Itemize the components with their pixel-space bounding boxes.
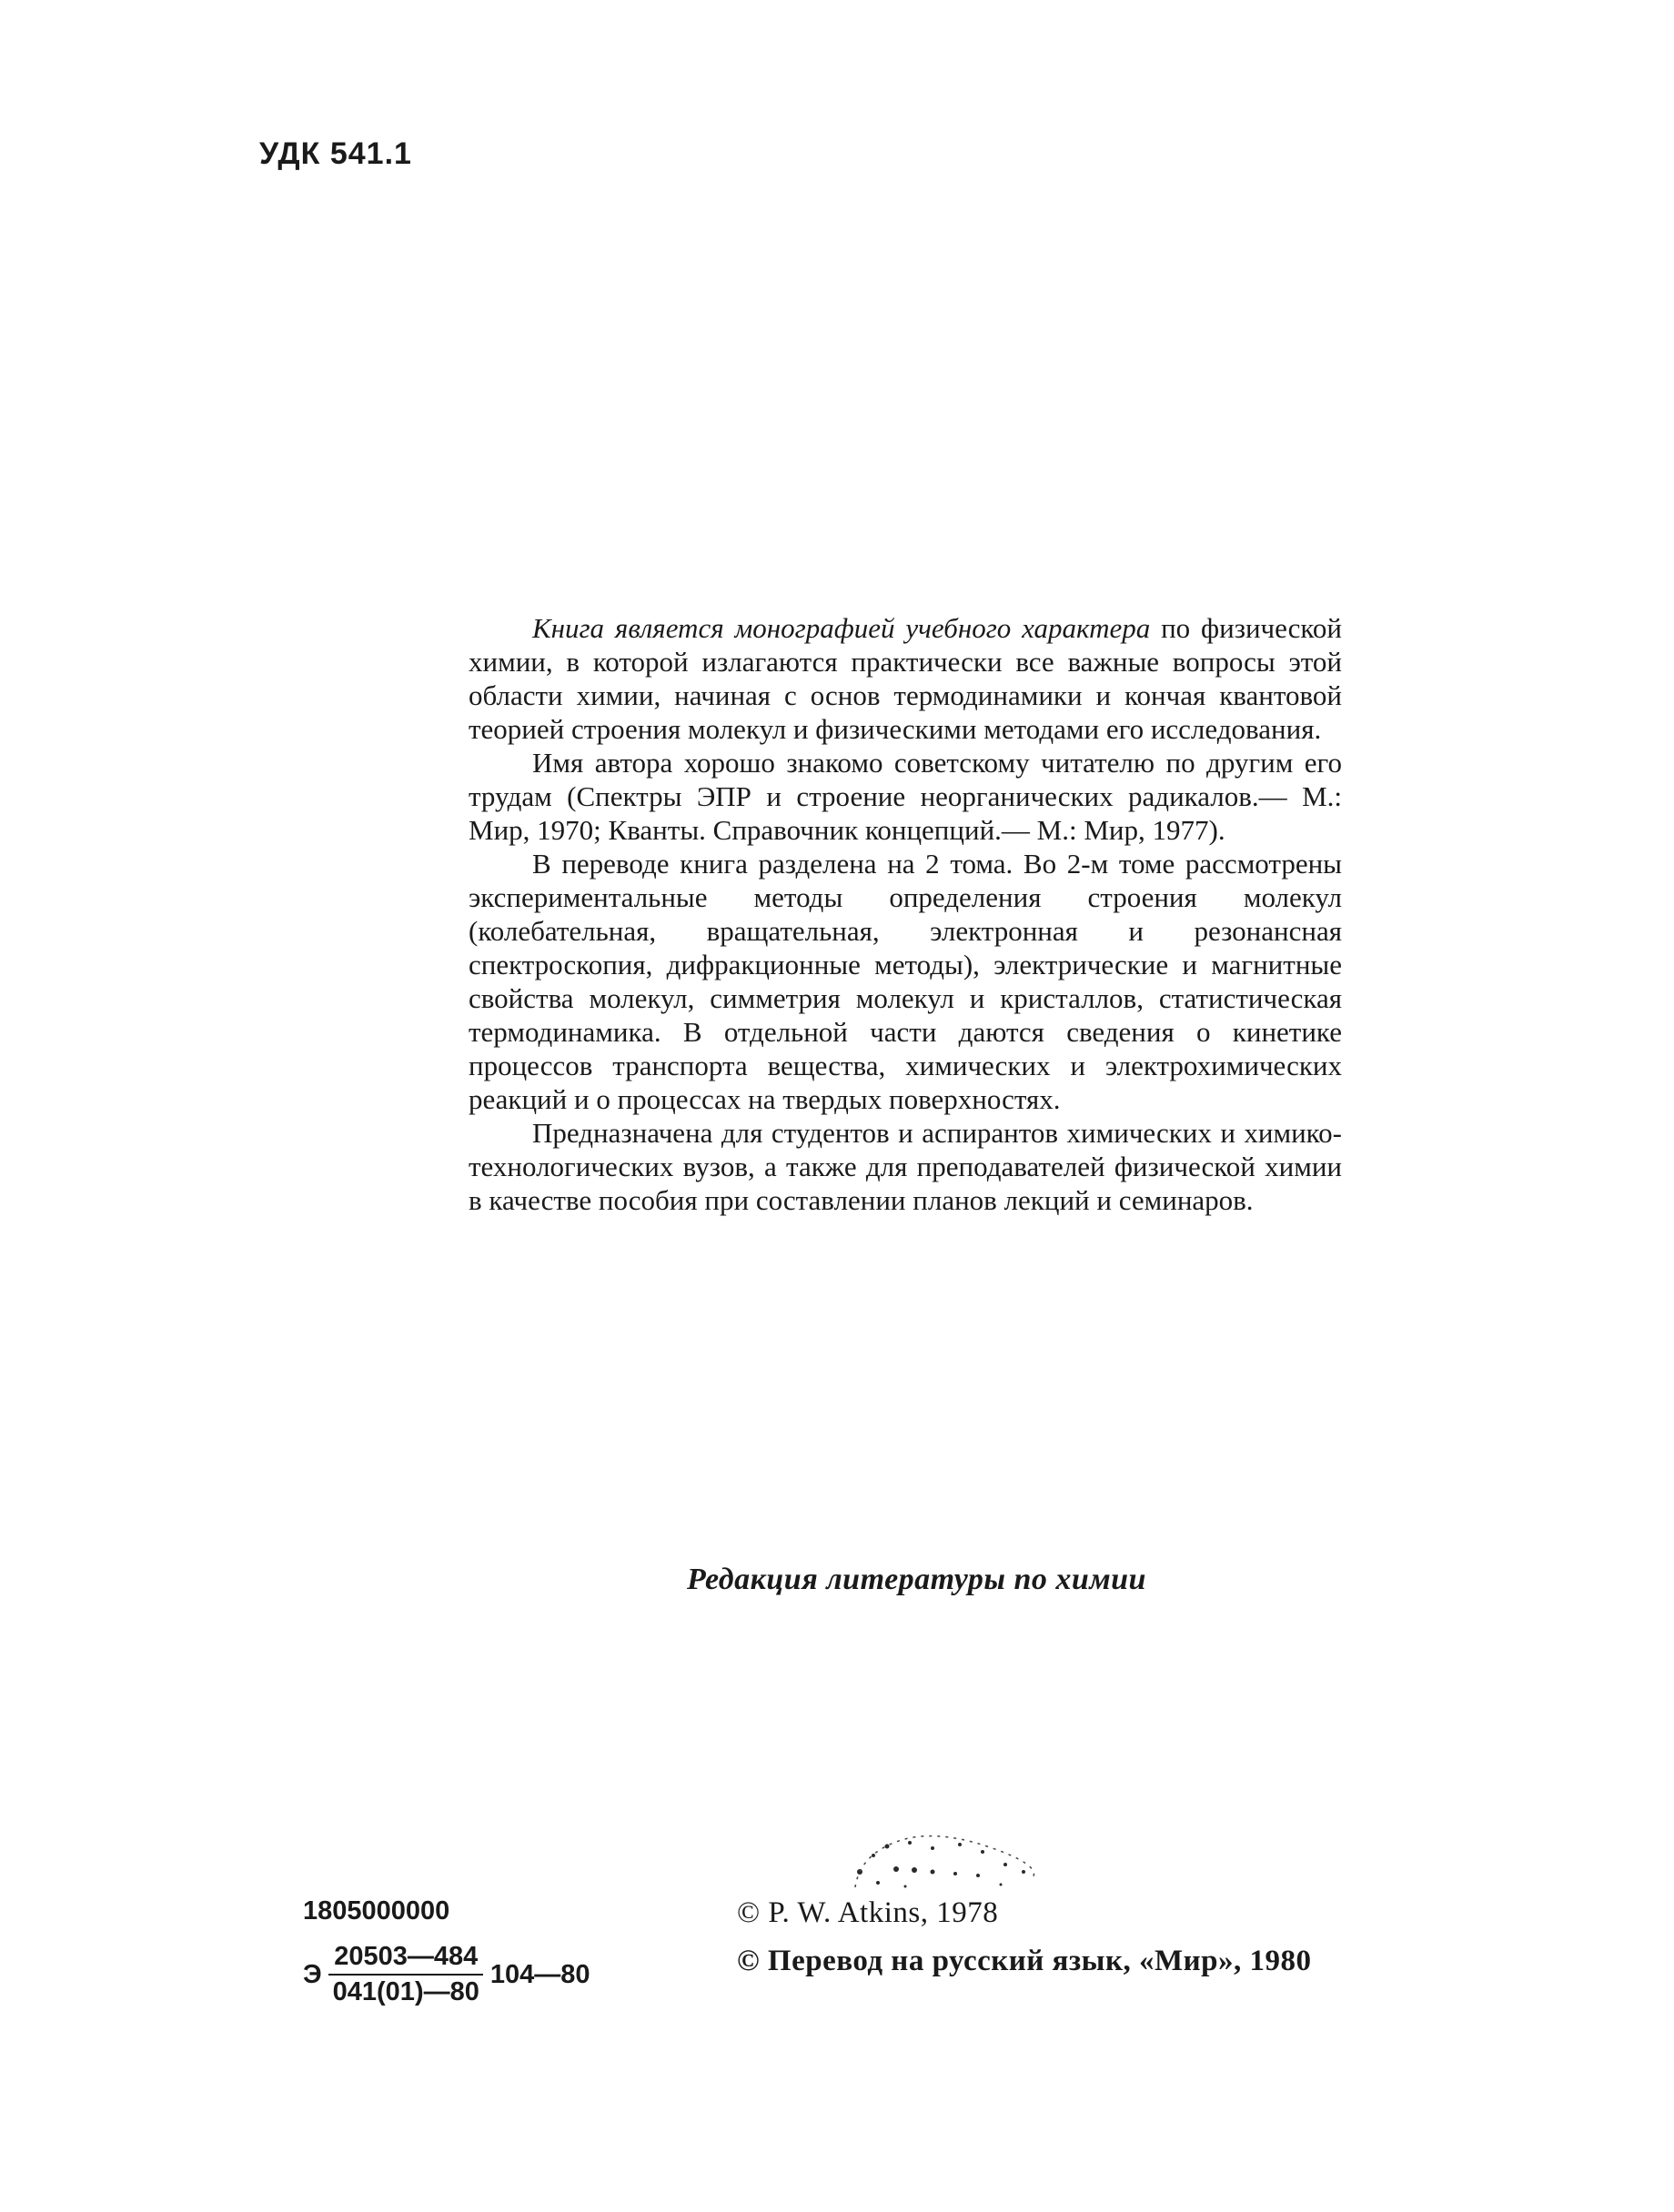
copyright-original: © P. W. Atkins, 1978: [737, 1896, 999, 1929]
index-suffix: 104—80: [489, 1959, 590, 1989]
copyright-translation: © Перевод на русский язык, «Мир», 1980: [737, 1945, 1312, 1977]
abstract-paragraph-2: Имя автора хорошо знакомо советскому читателю по другим его трудам (Спектры ЭПР и строение неорганических радикалов.— М.: Мир, 1970; Кванты. Справочник концепций.— М.: Мир, 1977).: [469, 747, 1342, 846]
index-denominator: 041(01)—80: [332, 1977, 479, 2006]
index-prefix: Э: [303, 1959, 322, 1989]
abstract-paragraph-3: В переводе книга разделена на 2 тома. Во 2-м томе рассмотрены экспериментальные методы определения строения молекул (колебательная, вращательная, электронная и резонансная спектроскопия, дифракционные методы), электрические и магнитные свойства молекул, симметрия молекул и кристаллов, статистическая термодинамика. В отдельной части даются сведения о кинетике процессов транспорта вещества, химических и электрохимических реакций и о процессах на твердых поверхностях.: [469, 848, 1342, 1115]
index-numerator: 20503—484: [328, 1942, 483, 1976]
publisher-index: [303, 1942, 590, 2007]
index-fraction: [328, 1942, 485, 2007]
abstract-paragraph-4: Предназначена для студентов и аспирантов химических и химико-технологических вузов, а также для преподавателей физической химии в качестве пособия при составлении планов лекций и семинаров.: [469, 1117, 1342, 1216]
book-abstract: [469, 611, 1342, 1217]
abstract-paragraph-1-lead: Книга является монографией учебного характера: [532, 612, 1151, 644]
isbn-code: 1805000000: [303, 1896, 450, 1925]
editorial-department: Редакция литературы по химии: [687, 1563, 1146, 1596]
udk-code: УДК 541.1: [259, 136, 412, 171]
abstract-paragraph-1: [469, 611, 1342, 746]
abstract-paragraph-1-rest: по физической химии, в которой излагаются практически все важные вопросы этой области химии, начиная с основ термодинамики и кончая квантовой теорией строения молекул и физическими методами его исследования.: [469, 612, 1342, 745]
